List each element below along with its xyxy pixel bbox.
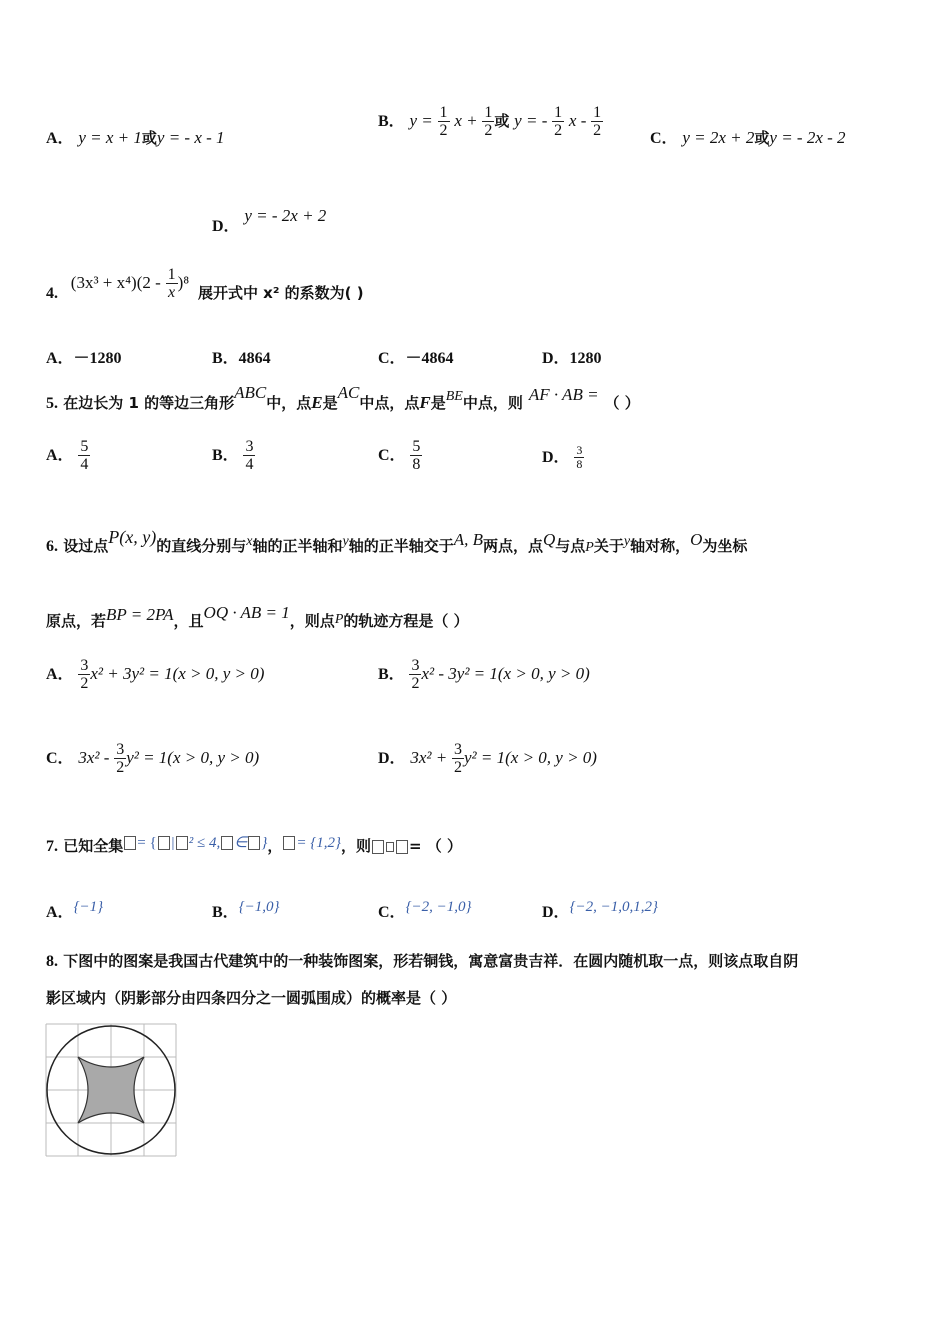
q3-option-b[interactable]	[378, 104, 603, 139]
numerator: 3	[116, 741, 125, 758]
fraction	[438, 104, 450, 139]
denominator: 2	[484, 122, 493, 139]
q7-option-a[interactable]	[46, 893, 104, 921]
set-u-expression	[123, 833, 267, 851]
math: AC	[337, 383, 360, 402]
math: 3x² -	[78, 748, 110, 767]
question-text: 中，点	[266, 394, 312, 412]
set-value: {−2, −1,0,1,2}	[569, 899, 659, 915]
denominator: 2	[116, 759, 125, 776]
question-text: 展开式中 x² 的系数为( )	[197, 284, 364, 302]
math: y =	[409, 111, 433, 130]
option-label: C．	[650, 130, 678, 147]
option-label: C．	[46, 750, 74, 767]
missing-glyph-icon	[124, 836, 136, 850]
option-label: A．	[46, 447, 74, 464]
question-text: 两点，点	[482, 537, 543, 555]
fraction	[574, 444, 584, 471]
math: y = - 2x - 2	[769, 128, 846, 147]
q6-option-a[interactable]	[46, 657, 264, 692]
numerator: 3	[411, 657, 420, 674]
math: y = x + 1	[78, 128, 142, 147]
fraction	[452, 741, 464, 776]
math: P(x, y)	[108, 527, 157, 547]
question-7	[46, 835, 462, 856]
question-number: 7.	[46, 838, 58, 855]
math: y = 2x + 2	[682, 128, 755, 147]
question-text: 下图中的图案是我国古代建筑中的一种装饰图案，形若铜钱，寓意富贵吉祥．在圆内随机取一点，则该点取自阴	[63, 952, 799, 970]
math: = {	[137, 835, 157, 851]
question-6-line-1	[46, 527, 748, 556]
question-6-line-2	[46, 603, 469, 631]
math: = {1,2}	[296, 835, 341, 851]
or-text: 或	[754, 129, 770, 147]
q6-option-d[interactable]	[378, 741, 597, 776]
missing-glyph-icon	[158, 836, 170, 850]
math: P	[334, 612, 344, 627]
denominator: 8	[576, 457, 583, 471]
missing-glyph-icon	[372, 840, 384, 854]
question-text: （ ）	[604, 394, 640, 412]
denominator: 2	[80, 675, 89, 692]
numerator: 1	[554, 104, 563, 121]
question-number: 4.	[46, 285, 58, 302]
set-value: {−2, −1,0}	[405, 899, 472, 915]
missing-glyph-icon	[176, 836, 188, 850]
question-text: 轴对称，	[630, 537, 691, 555]
math: y = - x - 1	[156, 128, 225, 147]
denominator: 8	[412, 456, 421, 473]
q3-option-c[interactable]	[650, 125, 846, 148]
missing-glyph-icon	[248, 836, 260, 850]
missing-glyph-icon	[396, 840, 408, 854]
math: y² = 1(x > 0, y > 0)	[126, 748, 260, 767]
option-label: D．	[212, 218, 240, 235]
math: )⁸	[177, 273, 190, 292]
coin-pattern-image	[45, 1022, 178, 1158]
question-text: 轴的正半轴交于	[348, 537, 454, 555]
numerator: 1	[167, 266, 176, 283]
q5-option-a[interactable]	[46, 438, 90, 473]
option-label: B．	[212, 447, 239, 464]
numerator: 3	[80, 657, 89, 674]
numerator: 1	[593, 104, 602, 121]
option-label: B．	[378, 113, 405, 130]
q7-option-d[interactable]	[542, 893, 659, 921]
question-text: 设过点	[63, 537, 109, 555]
numerator: 5	[80, 438, 89, 455]
math: A, B	[453, 530, 483, 549]
q5-option-b[interactable]	[212, 438, 255, 473]
math: AF · AB =	[528, 385, 599, 404]
question-text: 中点，则	[462, 394, 523, 412]
fraction	[78, 438, 90, 473]
math: y	[342, 534, 349, 549]
math: Q	[543, 530, 556, 549]
math: x -	[568, 111, 587, 130]
option-label: D．	[378, 750, 406, 767]
set-value: {−1}	[73, 899, 104, 915]
question-text: 关于	[593, 537, 624, 555]
question-5	[46, 383, 640, 413]
question-text: 已知全集	[63, 837, 124, 855]
question-text: ，则	[341, 837, 372, 855]
missing-glyph-icon	[386, 842, 394, 852]
option-label: D．	[542, 904, 570, 921]
question-text: 影区域内（阴影部分由四条四分之一圆弧围成）的概率是（ ）	[46, 989, 457, 1007]
question-text: 轴的正半轴和	[252, 537, 343, 555]
option-label: B．	[212, 904, 239, 921]
denominator: 4	[80, 456, 89, 473]
denominator: 2	[439, 122, 448, 139]
question-4	[46, 266, 364, 301]
question-number: 6.	[46, 538, 58, 555]
or-text: 或	[141, 129, 157, 147]
numerator: 1	[484, 104, 493, 121]
question-text: 是	[430, 394, 446, 412]
q3-option-d[interactable]	[212, 203, 327, 235]
shaded-region	[78, 1057, 144, 1123]
math: y = -	[514, 111, 548, 130]
math: E	[311, 393, 323, 412]
question-text: ，且	[173, 612, 204, 630]
q4-option-a[interactable]: A．－1280	[46, 350, 122, 367]
set-value: {−1,0}	[238, 899, 280, 915]
question-text: 的轨迹方程是（ ）	[343, 612, 469, 630]
question-text: 中点，点	[359, 394, 420, 412]
math: BP = 2PA	[106, 605, 174, 624]
complement-expression	[371, 837, 409, 855]
q5-option-d[interactable]	[542, 444, 584, 471]
math: x² + 3y² = 1(x > 0, y > 0)	[90, 664, 265, 683]
question-8-line-2	[46, 987, 456, 1008]
q7-option-b[interactable]	[212, 893, 280, 921]
math: y	[623, 534, 631, 549]
fraction	[166, 266, 178, 301]
q4-option-b[interactable]: B．4864	[212, 350, 271, 367]
q4-option-d[interactable]: D．1280	[542, 350, 602, 367]
option-label: D．	[542, 449, 570, 466]
option-label: A．	[46, 904, 74, 921]
math: OQ · AB = 1	[203, 603, 290, 622]
q4-option-c[interactable]: C．－4864	[378, 350, 454, 367]
denominator: 4	[245, 456, 254, 473]
question-text: 原点，若	[46, 612, 107, 630]
q3-option-a[interactable]	[46, 125, 225, 148]
denominator: x	[168, 284, 176, 301]
math: ∈	[234, 835, 248, 851]
denominator: 2	[593, 122, 602, 139]
question-text: 与点	[555, 537, 586, 555]
coin-pattern-figure	[45, 1022, 178, 1158]
missing-glyph-icon	[221, 836, 233, 850]
denominator: 2	[554, 122, 563, 139]
numerator: 1	[439, 104, 448, 121]
math: x² - 3y² = 1(x > 0, y > 0)	[421, 664, 590, 683]
denominator: 2	[411, 675, 420, 692]
question-text: ，	[267, 837, 283, 855]
fraction	[243, 438, 255, 473]
question-text: 在边长为 1 的等边三角形	[63, 394, 235, 412]
question-text: 的直线分别与	[156, 537, 247, 555]
math: 3x² +	[410, 748, 448, 767]
set-a-expression	[282, 833, 341, 851]
math: ABC	[234, 383, 267, 402]
q5-option-c[interactable]	[378, 438, 422, 473]
option-label: C．	[378, 904, 406, 921]
math: |	[170, 835, 175, 851]
q7-option-c[interactable]	[378, 893, 472, 921]
math: ² ≤ 4,	[188, 835, 221, 851]
option-label: A．	[46, 130, 74, 147]
math: BE	[445, 389, 463, 404]
fraction	[410, 438, 422, 473]
question-text: 为坐标	[702, 537, 748, 555]
numerator: 3	[245, 438, 254, 455]
math: y² = 1(x > 0, y > 0)	[464, 748, 597, 767]
question-number: 5.	[46, 395, 58, 412]
option-label: A．	[46, 666, 74, 683]
missing-glyph-icon	[283, 836, 295, 850]
question-text: 是	[322, 394, 338, 412]
numerator: 3	[576, 443, 583, 457]
option-label: B．	[378, 666, 405, 683]
math: x +	[454, 111, 478, 130]
math: }	[261, 835, 268, 851]
q6-option-b[interactable]	[378, 657, 590, 692]
q6-option-c[interactable]	[46, 741, 259, 776]
question-text: = （ ）	[409, 837, 463, 855]
math: y = - 2x + 2	[244, 206, 327, 225]
fraction	[114, 741, 126, 776]
denominator: 2	[454, 759, 462, 776]
math: (3x³ + x⁴)(2 -	[70, 273, 161, 292]
fraction	[591, 104, 603, 139]
numerator: 5	[412, 438, 421, 455]
math: x	[246, 534, 253, 549]
math: F	[419, 393, 431, 412]
question-8-line-1	[46, 950, 798, 971]
numerator: 3	[454, 741, 462, 758]
fraction	[78, 657, 90, 692]
or-text: 或	[494, 112, 510, 130]
math: P	[585, 540, 594, 555]
fraction	[409, 657, 421, 692]
question-text: ，则点	[289, 612, 335, 630]
math: O	[690, 530, 703, 549]
question-number: 8.	[46, 953, 58, 970]
option-label: C．	[378, 447, 406, 464]
fraction	[482, 104, 494, 139]
fraction	[552, 104, 564, 139]
